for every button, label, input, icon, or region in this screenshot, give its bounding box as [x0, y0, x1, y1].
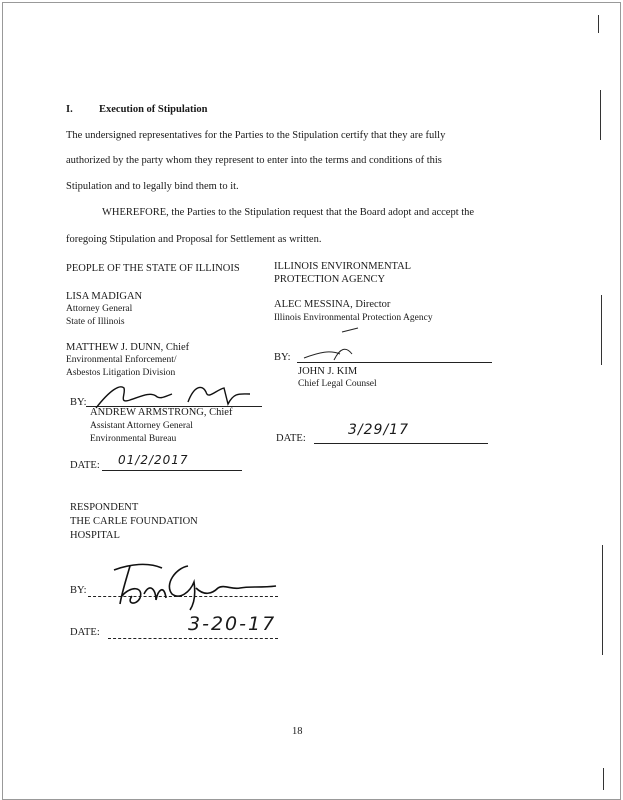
date-label: DATE:: [70, 627, 100, 638]
paragraph-line: Stipulation and to legally bind them to it.: [66, 181, 239, 192]
respondent-label: RESPONDENT: [70, 502, 139, 513]
section-number: I.: [66, 104, 73, 115]
signer-name: JOHN J. KIM: [298, 366, 358, 377]
paragraph-line: WHEREFORE, the Parties to the Stipulation request that the Board adopt and accept the: [102, 207, 475, 218]
by-label: BY:: [70, 397, 87, 408]
signer-title: Chief Legal Counsel: [298, 379, 377, 389]
handwritten-date: 3/29/17: [348, 422, 409, 438]
chief-title: Environmental Enforcement/: [66, 355, 177, 365]
signature-respondent: [100, 552, 280, 612]
section-heading: Execution of Stipulation: [99, 104, 208, 115]
paragraph-line: The undersigned representatives for the Parties to the Stipulation certify that they are fully: [66, 130, 446, 141]
date-label: DATE:: [276, 433, 306, 444]
right-party-name: PROTECTION AGENCY: [274, 274, 386, 285]
signature-kim: [300, 324, 370, 364]
paragraph-line: authorized by the party whom they represent to enter into the terms and conditions of this: [66, 155, 442, 166]
scan-edge-mark: [603, 768, 604, 790]
chief-title: Asbestos Litigation Division: [66, 368, 176, 378]
respondent-name: HOSPITAL: [70, 530, 120, 541]
signer-name: ANDREW ARMSTRONG, Chief: [90, 407, 233, 418]
page-number: 18: [292, 726, 303, 737]
signer-title: Assistant Attorney General: [90, 421, 193, 431]
signer-title: Environmental Bureau: [90, 434, 177, 444]
right-party-name: ILLINOIS ENVIRONMENTAL: [274, 261, 412, 272]
respondent-name: THE CARLE FOUNDATION: [70, 516, 198, 527]
date-line: [108, 638, 278, 639]
official-title: Attorney General: [66, 304, 133, 314]
scan-edge-mark: [600, 90, 601, 140]
paragraph-line: foregoing Stipulation and Proposal for Settlement as written.: [66, 234, 322, 245]
handwritten-date: 01/2/2017: [118, 453, 189, 467]
by-label: BY:: [70, 585, 87, 596]
date-line: [314, 443, 488, 444]
scan-edge-mark: [598, 15, 599, 33]
date-line: [102, 470, 242, 471]
scan-edge-mark: [601, 295, 602, 365]
date-label: DATE:: [70, 460, 100, 471]
official-name: LISA MADIGAN: [66, 291, 143, 302]
by-label: BY:: [274, 352, 291, 363]
scan-edge-mark: [602, 545, 603, 655]
chief-name: MATTHEW J. DUNN, Chief: [66, 342, 190, 353]
agency-name: Illinois Environmental Protection Agency: [274, 313, 433, 323]
official-title: State of Illinois: [66, 317, 125, 327]
left-party-name: PEOPLE OF THE STATE OF ILLINOIS: [66, 263, 240, 274]
handwritten-date: 3-20-17: [188, 613, 277, 635]
agency-director: ALEC MESSINA, Director: [274, 299, 391, 310]
